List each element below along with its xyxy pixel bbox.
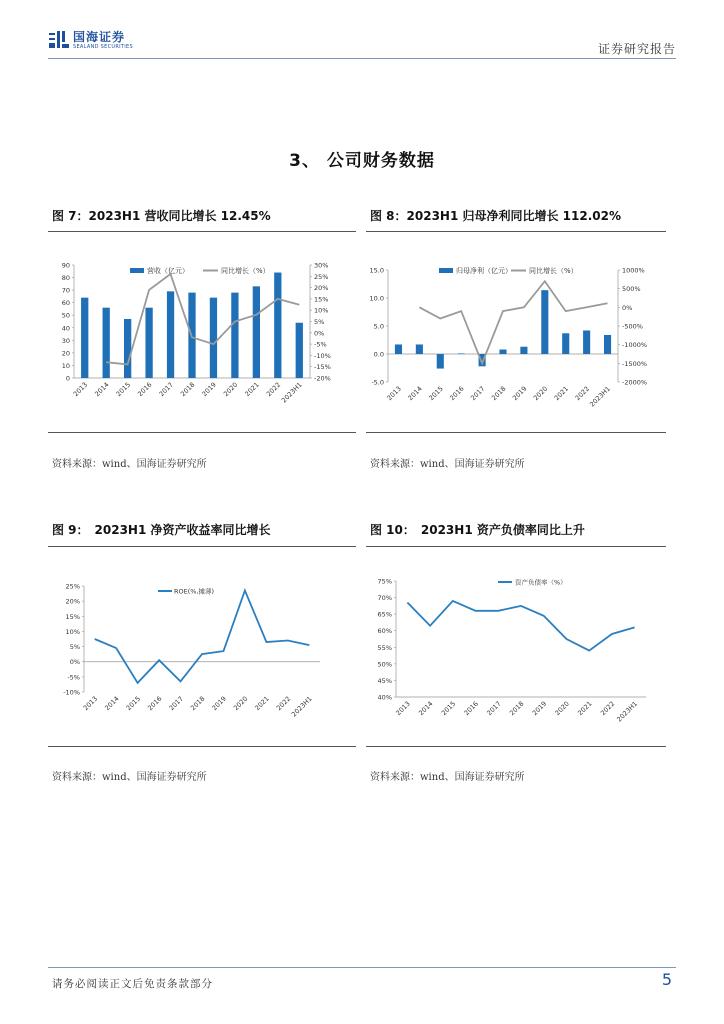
x-tick-label: 2017 bbox=[469, 384, 487, 403]
bar-2019 bbox=[210, 298, 217, 378]
x-tick-label: 2021 bbox=[243, 380, 261, 399]
y2-tick-label: -500% bbox=[622, 322, 643, 331]
y2-tick-label: 15% bbox=[314, 295, 329, 304]
x-tick-label: 2021 bbox=[576, 699, 594, 718]
y-tick-label: 65% bbox=[377, 610, 392, 619]
x-tick-label: 2015 bbox=[124, 694, 143, 713]
y-tick-label: 5.0 bbox=[373, 322, 384, 331]
legend-label-np-growth: 同比增长（%） bbox=[529, 267, 578, 275]
legend-label-debt: 资产负债率（%） bbox=[515, 578, 567, 587]
y-tick-label: 55% bbox=[377, 643, 392, 652]
x-tick-label: 2018 bbox=[508, 699, 526, 718]
y2-tick-label: -5% bbox=[314, 340, 327, 349]
legend-swatch-revenue bbox=[130, 268, 144, 273]
legend-swatch-net-profit bbox=[439, 268, 453, 273]
bar-2014 bbox=[103, 308, 110, 378]
y2-tick-label: -10% bbox=[314, 351, 331, 360]
y2-tick-label: 5% bbox=[314, 318, 325, 326]
figure-9-bottom-rule bbox=[48, 746, 356, 747]
x-tick-label: 2023H1 bbox=[615, 699, 640, 724]
x-tick-label: 2023H1 bbox=[588, 384, 612, 409]
bar-2018 bbox=[499, 350, 506, 354]
y-tick-label: 5% bbox=[69, 643, 80, 652]
x-tick-label: 2015 bbox=[439, 699, 458, 718]
x-tick-label: 2018 bbox=[490, 384, 508, 403]
figure-8-bottom-rule bbox=[366, 432, 666, 433]
section-title: 3、 公司财务数据 bbox=[289, 151, 435, 171]
report-type: 证券研究报告 bbox=[597, 42, 676, 56]
bar-2023H1 bbox=[296, 323, 303, 378]
chart3-legend bbox=[158, 587, 214, 596]
x-tick-label: 2013 bbox=[71, 380, 90, 399]
x-tick-label: 2018 bbox=[179, 380, 197, 399]
x-tick-label: 2016 bbox=[146, 694, 164, 713]
x-tick-label: 2014 bbox=[406, 384, 424, 403]
figure-9-title: 图 9： 2023H1 净资产收益率同比增长 bbox=[52, 523, 271, 537]
x-tick-label: 2018 bbox=[189, 694, 207, 713]
x-tick-label: 2022 bbox=[274, 694, 293, 713]
y-tick-label: 75% bbox=[377, 577, 392, 586]
chart-net-profit bbox=[366, 256, 676, 426]
y2-tick-label: 10% bbox=[314, 306, 329, 315]
bar-2015 bbox=[124, 319, 131, 378]
y2-tick-label: -15% bbox=[314, 363, 331, 372]
chart4-legend bbox=[498, 578, 567, 587]
y-tick-label: 50 bbox=[61, 311, 70, 320]
x-tick-label: 2017 bbox=[167, 694, 185, 713]
y-tick-label: 80 bbox=[61, 274, 70, 283]
logo-cn-text: 国海证券 bbox=[73, 29, 126, 44]
bar-2013 bbox=[81, 298, 88, 378]
x-tick-label: 2014 bbox=[103, 694, 121, 713]
bar-2016 bbox=[458, 353, 465, 354]
x-tick-label: 2017 bbox=[485, 699, 503, 718]
bar-2014 bbox=[416, 344, 423, 354]
y2-tick-label: -1500% bbox=[622, 359, 648, 368]
figure-7-title: 图 7：2023H1 营收同比增长 12.45% bbox=[52, 209, 271, 223]
x-tick-label: 2013 bbox=[81, 694, 100, 713]
y-tick-label: 20 bbox=[61, 349, 70, 358]
figure-8-source: 资料来源：wind、国海证券研究所 bbox=[370, 459, 525, 470]
y-tick-label: 40 bbox=[61, 324, 70, 333]
series-line-1 bbox=[106, 274, 299, 364]
y-tick-label: 10% bbox=[65, 627, 80, 636]
y-tick-label: 60% bbox=[377, 627, 392, 636]
x-tick-label: 2019 bbox=[210, 694, 228, 713]
y2-tick-label: -1000% bbox=[622, 341, 648, 350]
y-tick-label: 0 bbox=[65, 374, 70, 383]
figure-10-bottom-rule bbox=[366, 746, 666, 747]
y-tick-label: 30 bbox=[61, 336, 70, 345]
logo-en-text: SEALAND SECURITIES bbox=[73, 43, 133, 50]
y2-tick-label: 0% bbox=[314, 329, 325, 338]
y-tick-label: 15.0 bbox=[369, 266, 384, 275]
bar-2022 bbox=[274, 273, 281, 378]
x-tick-label: 2022 bbox=[264, 380, 283, 399]
x-tick-label: 2015 bbox=[427, 384, 445, 403]
company-logo bbox=[48, 30, 133, 50]
page-number: 5 bbox=[661, 970, 672, 989]
footer-divider bbox=[48, 967, 676, 968]
header-divider bbox=[48, 58, 676, 59]
figure-7-bottom-rule bbox=[48, 432, 356, 433]
y-tick-label: 60 bbox=[61, 299, 70, 308]
figure-8-title: 图 8：2023H1 归母净利同比增长 112.02% bbox=[370, 209, 622, 223]
y-tick-label: 70% bbox=[377, 594, 392, 603]
bar-2022 bbox=[583, 330, 590, 354]
y2-tick-label: -2000% bbox=[622, 378, 648, 387]
x-tick-label: 2014 bbox=[417, 699, 435, 718]
x-tick-label: 2021 bbox=[552, 384, 571, 403]
bar-2020 bbox=[231, 293, 238, 378]
y-tick-label: 15% bbox=[65, 612, 80, 621]
y-tick-label: 10 bbox=[61, 361, 70, 370]
y-tick-label: 0% bbox=[69, 658, 80, 667]
x-tick-label: 2016 bbox=[136, 380, 154, 399]
x-tick-label: 2020 bbox=[231, 694, 250, 713]
bar-2015 bbox=[437, 354, 444, 369]
x-tick-label: 2020 bbox=[221, 380, 240, 399]
figure-10-top-rule bbox=[366, 546, 666, 547]
x-tick-label: 2015 bbox=[114, 380, 133, 399]
x-tick-label: 2017 bbox=[157, 380, 175, 399]
y2-tick-label: 30% bbox=[314, 261, 329, 270]
x-tick-label: 2013 bbox=[385, 384, 403, 403]
bar-2016 bbox=[145, 308, 152, 378]
legend-label-revenue: 营收（亿元） bbox=[147, 267, 189, 275]
chart-roe bbox=[48, 578, 358, 738]
x-tick-label: 2023H1 bbox=[279, 380, 304, 405]
figure-9-source: 资料来源：wind、国海证券研究所 bbox=[52, 772, 207, 783]
x-tick-label: 2022 bbox=[598, 699, 617, 718]
bar-2023H1 bbox=[604, 335, 611, 354]
y-tick-label: 50% bbox=[377, 660, 392, 669]
bar-2019 bbox=[520, 347, 527, 354]
bar-2017 bbox=[167, 291, 174, 378]
figure-8-top-rule bbox=[366, 231, 666, 232]
y-tick-label: 10.0 bbox=[369, 294, 384, 303]
chart2-legend bbox=[439, 266, 578, 275]
y-tick-label: -5.0 bbox=[371, 378, 384, 387]
x-tick-label: 2016 bbox=[462, 699, 480, 718]
x-tick-label: 2020 bbox=[553, 699, 571, 718]
y-tick-label: 70 bbox=[61, 286, 70, 295]
y2-tick-label: 500% bbox=[622, 285, 641, 294]
y2-tick-label: 20% bbox=[314, 284, 329, 293]
x-tick-label: 2021 bbox=[253, 694, 271, 713]
x-tick-label: 2023H1 bbox=[289, 694, 314, 719]
chart1-legend bbox=[130, 266, 270, 275]
chart-debt-ratio bbox=[366, 571, 676, 736]
y2-tick-label: -20% bbox=[314, 374, 331, 383]
logo-mark-icon bbox=[48, 30, 70, 50]
x-tick-label: 2019 bbox=[200, 380, 218, 399]
y-tick-label: 20% bbox=[65, 597, 80, 606]
legend-label-roe: ROE(%,摊薄) bbox=[174, 587, 215, 596]
x-tick-label: 2013 bbox=[394, 699, 412, 718]
figure-7-top-rule bbox=[48, 231, 356, 232]
series-line-1 bbox=[419, 281, 607, 363]
series-line-0 bbox=[95, 591, 310, 683]
y-tick-label: 25% bbox=[65, 582, 80, 591]
figure-9-top-rule bbox=[48, 546, 356, 547]
figure-10-title: 图 10： 2023H1 资产负债率同比上升 bbox=[370, 523, 585, 537]
figure-10-source: 资料来源：wind、国海证券研究所 bbox=[370, 772, 525, 783]
bar-2021 bbox=[562, 333, 569, 354]
y2-tick-label: 1000% bbox=[622, 266, 645, 275]
figure-7-source: 资料来源：wind、国海证券研究所 bbox=[52, 459, 207, 470]
series-line-0 bbox=[407, 601, 634, 651]
x-tick-label: 2014 bbox=[93, 380, 111, 399]
y2-tick-label: 25% bbox=[314, 272, 329, 281]
legend-label-growth: 同比增长（%） bbox=[221, 267, 270, 275]
chart-revenue bbox=[48, 248, 358, 418]
x-tick-label: 2022 bbox=[573, 384, 592, 403]
x-tick-label: 2020 bbox=[531, 384, 550, 403]
y-tick-label: 45% bbox=[377, 676, 392, 685]
x-tick-label: 2016 bbox=[448, 384, 466, 403]
bar-2021 bbox=[253, 286, 260, 378]
y2-tick-label: 0% bbox=[622, 303, 633, 312]
y-tick-label: -5% bbox=[67, 673, 80, 682]
legend-label-net-profit: 归母净利（亿元） bbox=[456, 267, 512, 275]
bar-2020 bbox=[541, 290, 548, 354]
x-tick-label: 2019 bbox=[530, 699, 549, 718]
footer-disclaimer: 请务必阅读正文后免责条款部分 bbox=[52, 978, 213, 990]
y-tick-label: 40% bbox=[377, 693, 392, 702]
y-tick-label: -10% bbox=[63, 688, 80, 697]
bar-2013 bbox=[395, 344, 402, 354]
y-tick-label: 90 bbox=[61, 261, 70, 270]
x-tick-label: 2019 bbox=[510, 384, 529, 403]
y-tick-label: 0.0 bbox=[373, 350, 384, 359]
